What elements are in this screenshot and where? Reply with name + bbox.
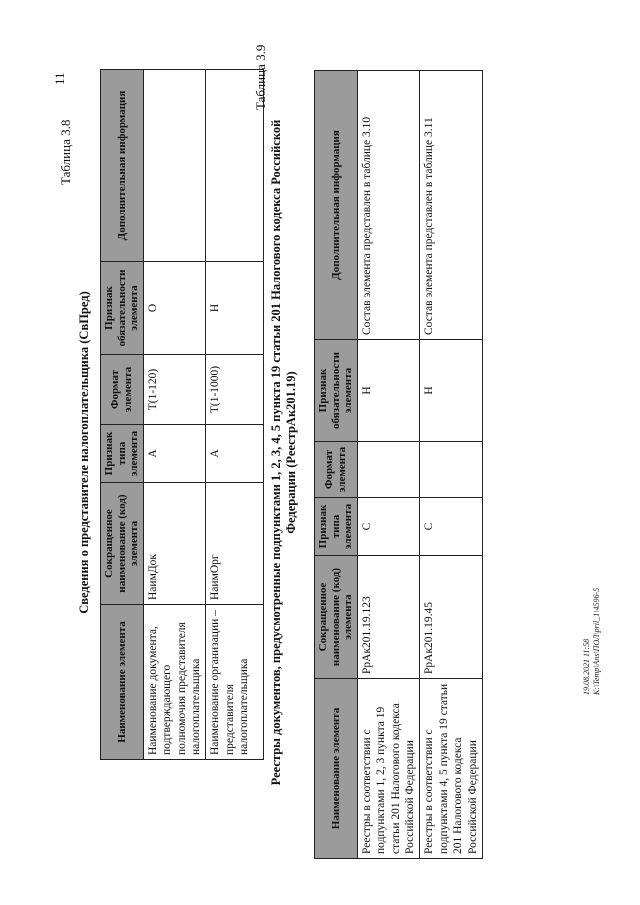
cell-required: О <box>143 262 206 355</box>
cell-type: С <box>357 498 420 556</box>
header-cell: Формат элемента <box>101 355 144 425</box>
table-3-8-title: Сведения о представителе налогоплательщика (СвПред) <box>77 291 91 614</box>
header-cell: Признак типа элемента <box>315 498 358 556</box>
table-3-9-caption: Таблица 3.9 <box>253 44 268 110</box>
table-header-row <box>101 70 144 760</box>
table-3-8 <box>100 69 264 760</box>
header-cell: Признак типа элемента <box>101 425 144 483</box>
cell-code: НаимОрг <box>206 483 264 605</box>
cell-info: Состав элемента представлен в таблице 3.10 <box>357 71 420 340</box>
cell-name: Реестры в соответствии с подпунктами 1, 2, 3 пункта 19 статьи 201 Налогового кодекса Российской Федерации <box>357 679 420 859</box>
table-row <box>357 71 420 859</box>
header-cell: Дополнительная информация <box>101 70 144 262</box>
footer-stamp <box>582 588 603 695</box>
cell-code: РрАк201.19.45 <box>420 556 483 679</box>
cell-required: Н <box>206 262 264 355</box>
table-row <box>420 71 483 859</box>
cell-code: РрАк201.19.123 <box>357 556 420 679</box>
table-row <box>206 70 264 760</box>
table-3-9-title-line-2: Федерации (РеестрАк201.19) <box>284 371 298 534</box>
cell-format: T(1-120) <box>143 355 206 425</box>
header-cell: Формат элемента <box>315 442 358 498</box>
header-cell: Сокращенное наименование (код) элемента <box>315 556 358 679</box>
header-cell: Наименование элемента <box>315 679 358 859</box>
header-cell: Дополнительная информация <box>315 71 358 340</box>
table-3-9-title <box>269 0 299 905</box>
header-cell: Признак обязательности элемента <box>315 340 358 442</box>
cell-type: А <box>143 425 206 483</box>
cell-format <box>420 442 483 498</box>
table-3-9-title-line-1: Реестры документов, предусмотренные подпунктами 1, 2, 3, 4, 5 пункта 19 статьи 201 Налогового кодекса Российской <box>269 119 283 786</box>
cell-type: С <box>420 498 483 556</box>
page-number: 11 <box>52 72 67 85</box>
table-row <box>143 70 206 760</box>
cell-required: Н <box>357 340 420 442</box>
table-3-8-caption: Таблица 3.8 <box>58 119 73 185</box>
cell-info: Состав элемента представлен в таблице 3.11 <box>420 71 483 340</box>
table-header-row <box>315 71 358 859</box>
cell-name: Наименование документа, подтверждающего полномочия представителя налогоплательщика <box>143 605 206 760</box>
table-3-9 <box>314 70 483 859</box>
cell-name: Реестры в соответствии с подпунктами 4, 5 пункта 19 статьи 201 Налогового кодекса Российской Федерации <box>420 679 483 859</box>
header-cell: Наименование элемента <box>101 605 144 760</box>
cell-name: Наименование организации – представителя налогоплательщика <box>206 605 264 760</box>
cell-code: НаимДок <box>143 483 206 605</box>
cell-format <box>357 442 420 498</box>
cell-required: Н <box>420 340 483 442</box>
footer-date: 19.08.2021 11:58 <box>582 638 591 695</box>
cell-type: А <box>206 425 264 483</box>
header-cell: Сокращенное наименование (код) элемента <box>101 483 144 605</box>
cell-format: T(1-1000) <box>206 355 264 425</box>
footer-path: К:\Temp\Ans\ПОЛ\pril_1\4596-5 <box>592 587 602 695</box>
header-cell: Признак обязательности элемента <box>101 262 144 355</box>
cell-info <box>143 70 206 262</box>
